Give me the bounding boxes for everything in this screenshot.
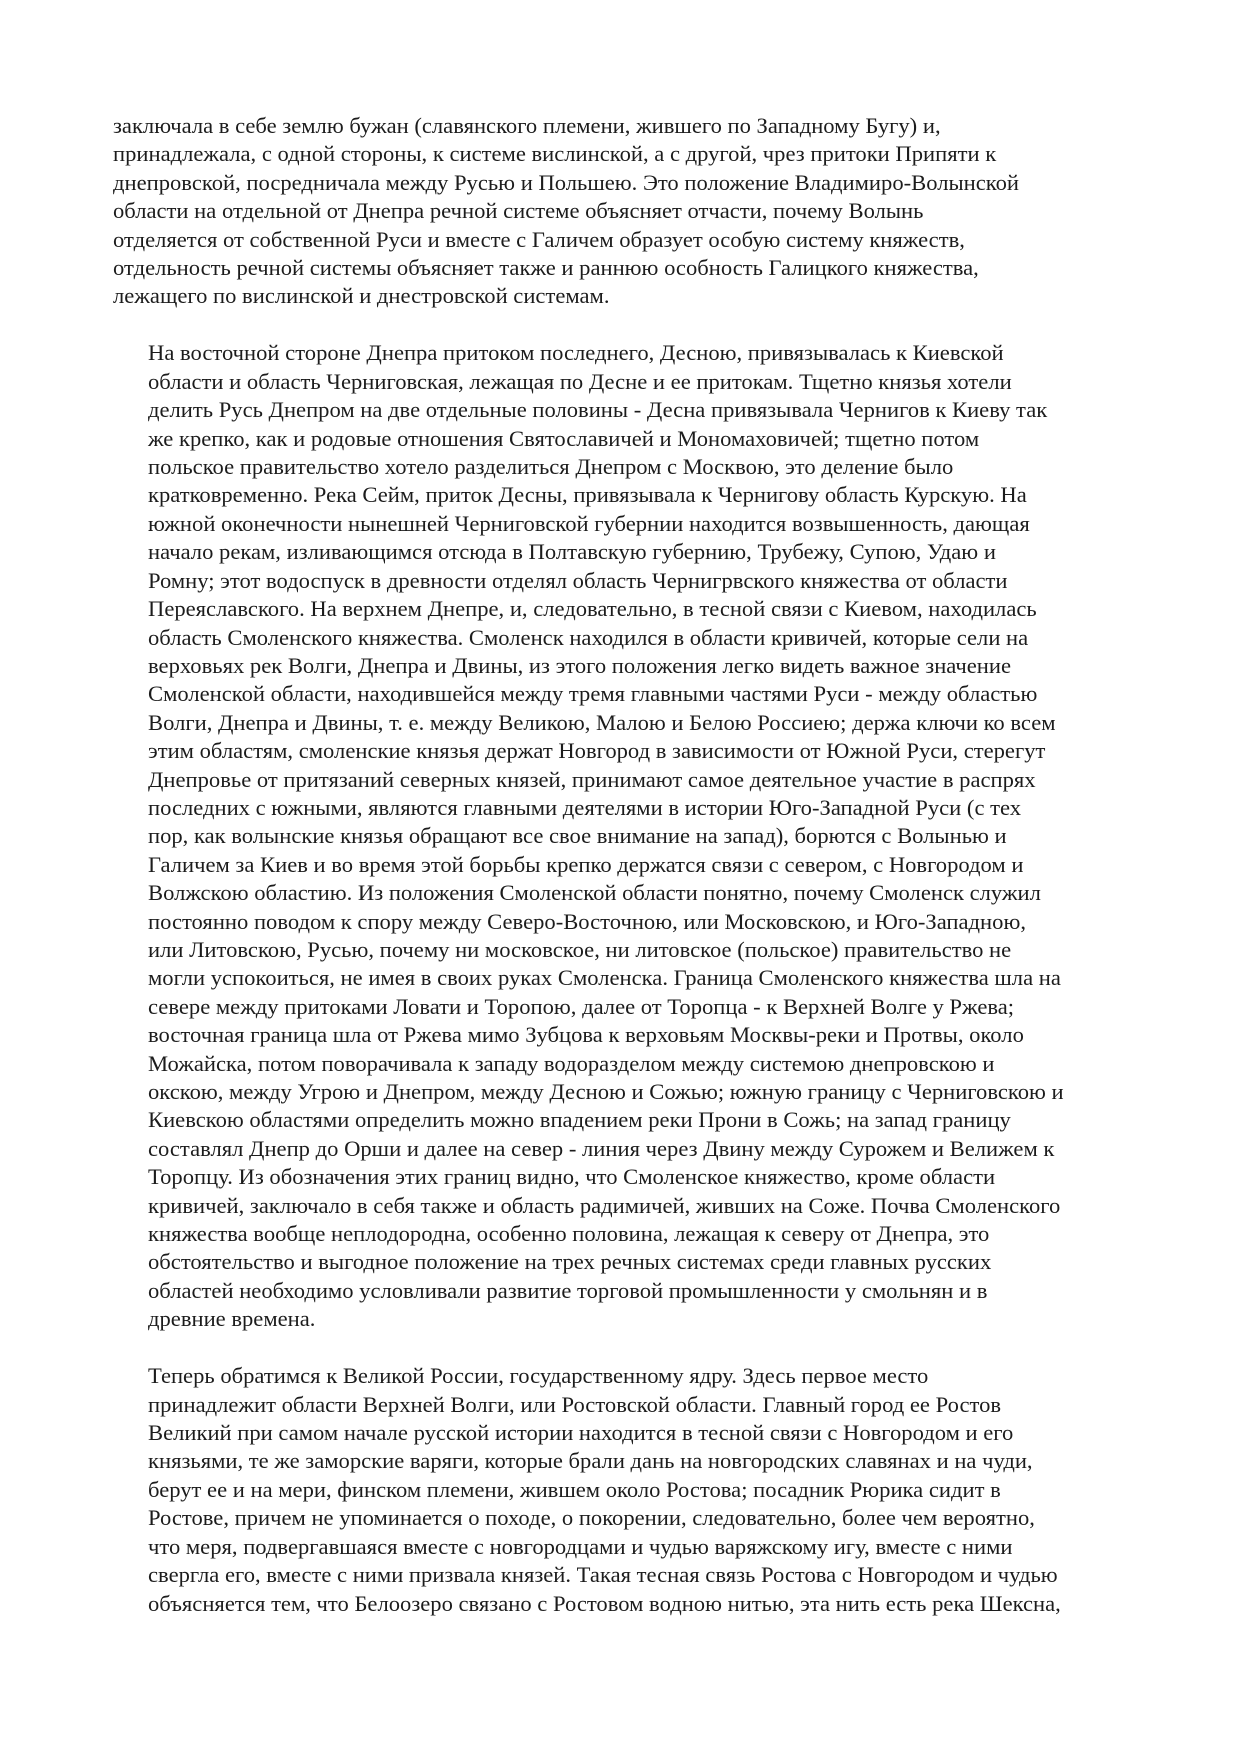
text-line: севере между притоками Ловати и Торопою, далее от Торопца - к Верхней Волге у Ржева; [148,993,1015,1019]
text-line: принадлежала, с одной стороны, к системе вислинской, а с другой, чрез притоки Припяти к [113,141,997,167]
text-line: Смоленской области, находившейся между тремя главными частями Руси - между областью [148,681,1038,707]
text-line: Днепровье от притязаний северных князей, принимают самое деятельное участие в распрях [148,766,1036,792]
text-line: последних с южными, являются главными деятелями в истории Юго-Западной Руси (с тех [148,794,1022,820]
text-line: или Литовскою, Русью, почему ни московское, ни литовское (польское) правительство не [148,936,1012,962]
text-line: свергла его, вместе с ними призвала князей. Такая тесная связь Ростова с Новгородом и чудью [148,1562,1058,1588]
text-line: лежащего по вислинской и днестровской системам. [113,283,610,309]
text-line: князьями, те же заморские варяги, которые брали дань на новгородских славянах и на чуди, [148,1448,1033,1474]
text-line: делить Русь Днепром на две отдельные половины - Десна привязывала Чернигов к Киеву так [148,397,1048,423]
text-line: принадлежит области Верхней Волги, или Ростовской области. Главный город ее Ростов [148,1391,1002,1417]
text-line: области и область Черниговская, лежащая по Десне и ее притокам. Тщетно князья хотели [148,368,1012,394]
text-line: же крепко, как и родовые отношения Святославичей и Мономаховичей; тщетно потом [148,425,980,451]
text-line: составлял Днепр до Орши и далее на север - линия через Двину между Сурожем и Велижем к [148,1135,1055,1161]
paragraph-3 [113,1362,1133,1618]
text-line: Можайска, потом поворачивала к западу водоразделом между системою днепровскою и [148,1050,995,1076]
text-line: Ромну; этот водоспуск в древности отделял область Чернигрвского княжества от области [148,567,1008,593]
text-line: объясняется тем, что Белоозеро связано с Ростовом водною нитью, эта нить есть река Шексна, [148,1590,1061,1616]
text-line: днепровской, посредничала между Русью и Польшею. Это положение Владимиро-Волынской [113,169,1019,195]
text-line: области на отдельной от Днепра речной системе объясняет отчасти, почему Волынь [113,198,924,224]
text-line: начало рекам, изливающимся отсюда в Полтавскую губернию, Трубежу, Супою, Удаю и [148,539,996,565]
text-line: берут ее и на мери, финском племени, жившем около Ростова; посадник Рюрика сидит в [148,1476,1001,1502]
text-line: Волги, Днепра и Двины, т. е. между Великою, Малою и Белою Россиею; держа ключи ко всем [148,709,1056,735]
paragraph-1 [113,112,1133,311]
text-line: восточная граница шла от Ржева мимо Зубцова к верховьям Москвы-реки и Протвы, около [148,1022,1024,1048]
text-line: Торопцу. Из обозначения этих границ видно, что Смоленское княжество, кроме области [148,1164,996,1190]
text-line: Галичем за Киев и во время этой борьбы крепко держатся связи с севером, с Новгородом и [148,851,1024,877]
text-line: могли успокоиться, не имея в своих руках Смоленска. Граница Смоленского княжества шла на [148,965,1061,991]
text-line: Теперь обратимся к Великой России, государственному ядру. Здесь первое место [148,1363,929,1389]
text-line: древние времена. [148,1306,316,1332]
text-line: кривичей, заключало в себя также и область радимичей, живших на Соже. Почва Смоленского [148,1192,1061,1218]
text-line: польское правительство хотело разделиться Днепром с Москвою, это деление было [148,454,954,480]
text-line: княжества вообще неплодородна, особенно половина, лежащая к северу от Днепра, это [148,1221,990,1247]
text-line: Волжскою областию. Из положения Смоленской области понятно, почему Смоленск служил [148,880,1041,906]
text-line: отдельность речной системы объясняет также и раннюю особность Галицкого княжества, [113,255,979,281]
text-line: Киевскою областями определить можно впадением реки Прони в Сожь; на запад границу [148,1107,1011,1133]
text-line: этим областям, смоленские князья держат Новгород в зависимости от Южной Руси, стерегут [148,738,1046,764]
paragraph-2 [113,339,1133,1333]
text-line: что меря, подвергавшаяся вместе с новгородцами и чудью варяжскому игу, вместе с ними [148,1533,1013,1559]
text-line: отделяется от собственной Руси и вместе с Галичем образует особую систему княжеств, [113,226,965,252]
text-line: областей необходимо условливали развитие торговой промышленности у смольнян и в [148,1277,988,1303]
text-line: Ростове, причем не упоминается о походе, о покорении, следовательно, более чем вероятно, [148,1505,1035,1531]
text-line: южной оконечности нынешней Черниговской губернии находится возвышенность, дающая [148,510,1030,536]
text-line: Переяславского. На верхнем Днепре, и, следовательно, в тесной связи с Киевом, находилась [148,596,1037,622]
text-line: окскою, между Угрою и Днепром, между Десною и Сожью; южную границу с Черниговскою и [148,1079,1064,1104]
document-page [113,112,1133,1647]
text-line: кратковременно. Река Сейм, приток Десны, привязывала к Чернигову область Курскую. На [148,482,1027,508]
text-line: Великий при самом начале русской истории находится в тесной связи с Новгородом и его [148,1420,1014,1446]
text-line: заключала в себе землю бужан (славянского племени, жившего по Западному Бугу) и, [113,113,941,138]
text-line: верховьях рек Волги, Днепра и Двины, из этого положения легко видеть важное значение [148,652,1012,678]
text-line: область Смоленского княжества. Смоленск находился в области кривичей, которые сели на [148,624,1029,650]
text-line: постоянно поводом к спору между Северо-Восточною, или Московскою, и Юго-Западною, [148,908,1026,934]
text-line: обстоятельство и выгодное положение на трех речных системах среди главных русских [148,1249,992,1275]
text-line: На восточной стороне Днепра притоком последнего, Десною, привязывалась к Киевской [148,340,1004,366]
text-line: пор, как волынские князья обращают все свое внимание на запад), борются с Волынью и [148,823,1007,849]
